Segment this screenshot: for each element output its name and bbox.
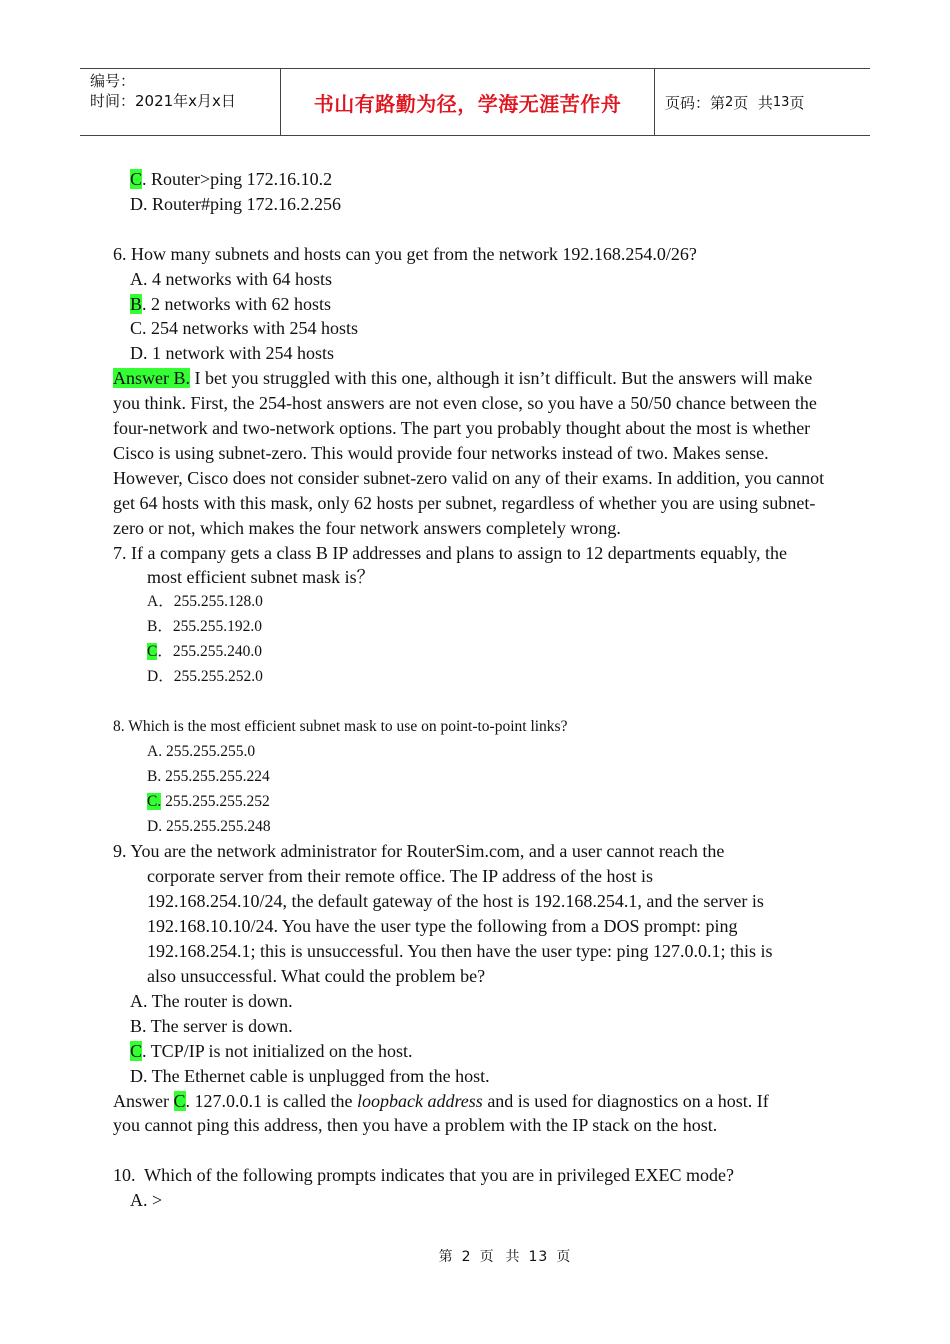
answer-prefix: Answer [113, 1090, 174, 1111]
q8-option-a: A. 255.255.255.0 [147, 742, 256, 760]
q7-option-d: D．255.255.252.0 [147, 668, 263, 686]
q9-option-d: D. The Ethernet cable is unplugged from the host. [130, 1065, 490, 1086]
q9-question-line3: 192.168.254.10/24, the default gateway of the host is 192.168.254.1, and the server is [147, 891, 764, 912]
q8-question: 8. Which is the most efficient subnet mask to use on point-to-point links? [113, 717, 568, 735]
q9-question-line2: corporate server from their remote office. The IP address of the host is [147, 866, 653, 887]
q6-answer-explanation [113, 366, 833, 540]
q6-option-c: C. 254 networks with 254 hosts [130, 318, 359, 339]
page-total: 13 [772, 94, 790, 110]
q10-option-a: A. > [130, 1190, 163, 1211]
header-page-info [655, 69, 870, 135]
answer-text-rest: and is used for diagnostics on a host. If [482, 1090, 769, 1111]
answer-emphasis: loopback address [356, 1090, 483, 1111]
q9-answer-line1 [113, 1089, 833, 1114]
q9-option-a: A. The router is down. [130, 990, 293, 1011]
footer-suffix: 页 [556, 1249, 572, 1265]
answer-highlight: C [130, 169, 143, 189]
q8-option-c [113, 790, 833, 815]
page-label-prefix: 页码：第 [665, 93, 726, 112]
q9-question-line5: 192.168.254.1; this is unsuccessful. You then have the user type: ping 127.0.0.1; this is [147, 941, 773, 962]
q9-option-b: B. The server is down. [130, 1015, 293, 1036]
page-label-suffix: 页 [789, 93, 805, 112]
q7-option-c [113, 640, 833, 665]
header-motto: 书山有路勤为径，学海无涯苦作舟 [281, 69, 655, 135]
page-footer [0, 1246, 950, 1266]
q10-question: 10. Which of the following prompts indicates that you are in privileged EXEC mode? [113, 1165, 735, 1186]
option-text: . 2 networks with 62 hosts [142, 293, 332, 314]
document-body [113, 167, 833, 1213]
q7-question-line2: most efficient subnet mask is？ [147, 567, 375, 588]
answer-highlight: C [130, 1040, 143, 1061]
q5-option-c [113, 167, 833, 192]
q9-option-c [113, 1039, 833, 1064]
option-text: . Router>ping 172.16.10.2 [142, 169, 333, 189]
answer-highlight: C [147, 643, 158, 661]
answer-highlight: C. [147, 792, 162, 810]
q8-option-d: D. 255.255.255.248 [147, 817, 271, 835]
footer-page-total: 13 [528, 1249, 549, 1265]
answer-text: . 127.0.0.1 is called the [185, 1090, 357, 1111]
q9-answer-line2: you cannot ping this address, then you have a problem with the IP stack on the host. [113, 1115, 718, 1136]
q8-option-b: B. 255.255.255.224 [147, 767, 270, 785]
q9-question-line1: 9. You are the network administrator for RouterSim.com, and a user cannot reach the [113, 841, 725, 862]
q6-question: 6. How many subnets and hosts can you get from the network 192.168.254.0/26? [113, 243, 697, 264]
header-meta [80, 69, 281, 135]
q9-question-line6: also unsuccessful. What could the problem be? [147, 965, 486, 986]
spacer [113, 1138, 833, 1163]
serial-label: 编号： [90, 72, 136, 90]
q6-option-b [113, 292, 833, 317]
q7-option-b: B．255.255.192.0 [147, 618, 262, 636]
q7-option-a: A．255.255.128.0 [147, 593, 263, 611]
option-text: ．255.255.240.0 [157, 643, 262, 661]
q9-question-line4: 192.168.10.10/24. You have the user type the following from a DOS prompt: ping [147, 916, 738, 937]
option-text: . TCP/IP is not initialized on the host. [142, 1040, 413, 1061]
q7-question-line1: 7. If a company gets a class B IP addresses and plans to assign to 12 departments equably, the [113, 542, 788, 563]
answer-text: I bet you struggled with this one, although it isn’t difficult. But the answers will make you think. First, the 254-host answers are not even close, so you have a 50/50 chance between the four-network and two-network options. The part you probably thought about the most is whether Cisco is using subnet-zero. This would provide four networks instead of two. Makes sense. However, Cisco does not consider subnet-zero valid on any of their exams. In addition, you cannot get 64 hosts with this mask, only 62 hosts per subnet, regardless of whether you are using subnet-zero or not, which makes the four network answers completely wrong. [113, 368, 825, 538]
q6-option-d: D. 1 network with 254 hosts [130, 343, 334, 364]
spacer [113, 690, 833, 715]
answer-highlight: C [173, 1090, 186, 1111]
footer-page-number: 2 [461, 1249, 472, 1265]
page-header [80, 68, 870, 136]
page-number: 2 [725, 94, 734, 110]
q5-option-d: D. Router#ping 172.16.2.256 [130, 193, 341, 214]
page-label-mid: 页 共 [733, 93, 773, 112]
q6-option-a: A. 4 networks with 64 hosts [130, 268, 332, 289]
spacer [113, 217, 833, 242]
footer-prefix: 第 [438, 1249, 454, 1265]
date-label: 时间：2021年x月x日 [90, 92, 236, 110]
footer-mid: 页 共 [479, 1249, 521, 1265]
answer-label: Answer B. [113, 368, 190, 389]
option-text: 255.255.255.252 [161, 792, 270, 810]
answer-highlight: B [130, 293, 143, 314]
